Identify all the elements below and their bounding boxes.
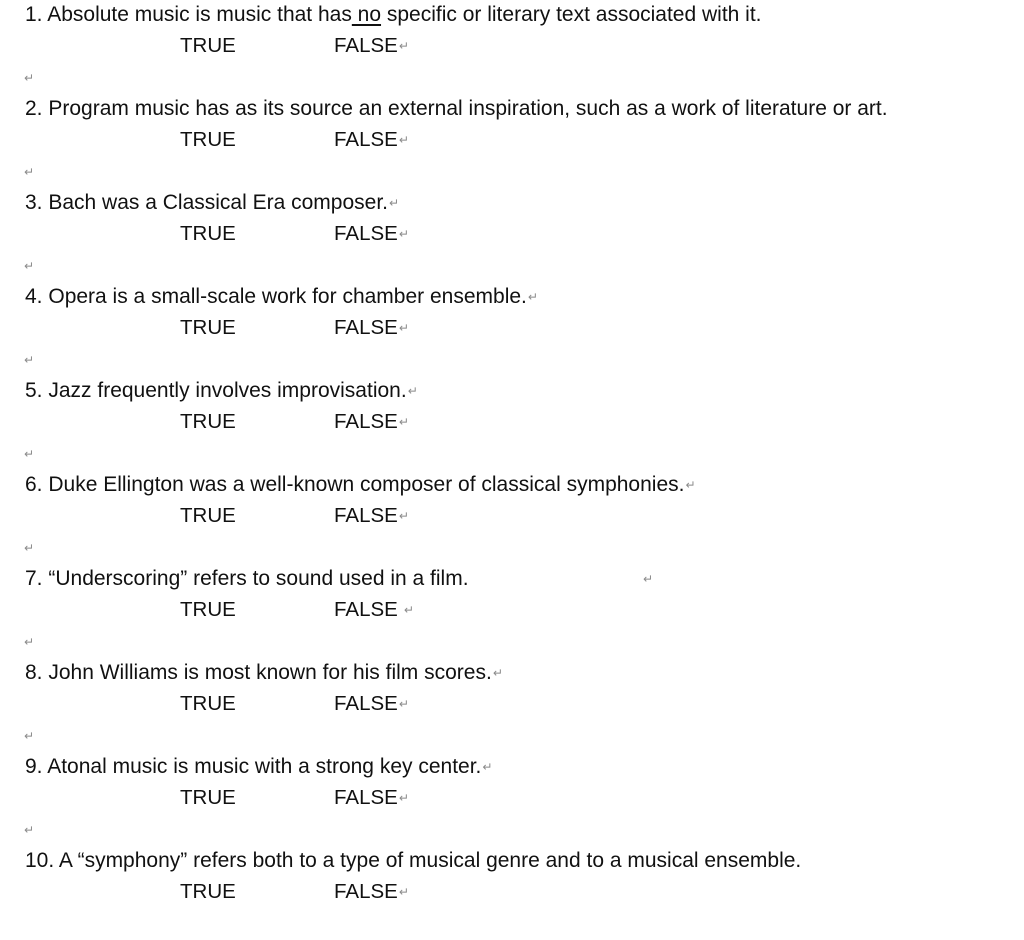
paragraph-mark-icon: ↵ (398, 791, 409, 805)
paragraph-mark-icon: ↵ (398, 133, 409, 147)
paragraph-mark-icon: ↵ (407, 384, 418, 398)
question-text: Bach was a Classical Era composer. (48, 191, 388, 214)
empty-paragraph (24, 533, 34, 563)
true-label: TRUE (180, 316, 236, 339)
empty-paragraph (24, 721, 34, 751)
true-label: TRUE (180, 410, 236, 433)
false-option[interactable] (334, 595, 414, 625)
question-number: 7. (25, 567, 43, 590)
true-option[interactable] (180, 31, 236, 61)
paragraph-mark-icon: ↵ (24, 353, 35, 367)
question-text: John Williams is most known for his film scores. (48, 661, 492, 684)
question-text: A “symphony” refers both to a type of musical genre and to a musical ensemble. (58, 849, 802, 872)
question-number: 5. (25, 379, 43, 402)
empty-paragraph (24, 439, 34, 469)
true-label: TRUE (180, 34, 236, 57)
question-2-text (25, 94, 888, 124)
true-option[interactable] (180, 783, 236, 813)
underlined-word: no (351, 3, 382, 26)
paragraph-mark-icon: ↵ (398, 509, 409, 523)
question-6-text (25, 470, 696, 500)
paragraph-mark-icon: ↵ (398, 39, 409, 53)
paragraph-mark-icon: ↵ (685, 478, 696, 492)
question-5-text (25, 376, 418, 406)
false-option[interactable] (334, 689, 409, 719)
paragraph-mark-icon: ↵ (398, 227, 409, 241)
false-label: FALSE (334, 504, 398, 527)
true-label: TRUE (180, 598, 236, 621)
false-option[interactable] (334, 407, 409, 437)
paragraph-mark-icon: ↵ (492, 666, 503, 680)
question-text: Atonal music is music with a strong key center. (47, 755, 482, 778)
false-label: FALSE (334, 410, 398, 433)
question-7-text (25, 564, 469, 594)
question-text: “Underscoring” refers to sound used in a film. (48, 567, 469, 590)
empty-paragraph (24, 815, 34, 845)
question-number: 1. (25, 3, 43, 26)
question-1 (0, 0, 1024, 94)
paragraph-mark-icon: ↵ (398, 885, 409, 899)
true-label: TRUE (180, 786, 236, 809)
true-option[interactable] (180, 219, 236, 249)
paragraph-mark-icon: ↵ (398, 697, 409, 711)
empty-paragraph (24, 63, 34, 93)
false-option[interactable] (334, 125, 409, 155)
question-number: 2. (25, 97, 43, 120)
true-label: TRUE (180, 128, 236, 151)
question-5 (0, 376, 1024, 470)
true-label: TRUE (180, 504, 236, 527)
question-text: Duke Ellington was a well-known composer of classical symphonies. (48, 473, 685, 496)
paragraph-mark-icon: ↵ (527, 290, 538, 304)
question-text-after: specific or literary text associated with it. (381, 3, 762, 26)
paragraph-mark-icon: ↵ (24, 823, 35, 837)
question-text-before: Absolute music is music that has (47, 3, 352, 26)
paragraph-mark-icon: ↵ (24, 729, 35, 743)
question-number: 3. (25, 191, 43, 214)
empty-paragraph (24, 345, 34, 375)
false-label: FALSE (334, 34, 398, 57)
question-10 (0, 846, 1024, 940)
paragraph-mark-icon: ↵ (389, 196, 400, 210)
question-text: Program music has as its source an external inspiration, such as a work of literature or art. (48, 97, 888, 120)
paragraph-mark-icon: ↵ (643, 572, 654, 586)
question-2 (0, 94, 1024, 188)
question-9-text (25, 752, 492, 782)
paragraph-mark-icon: ↵ (24, 71, 35, 85)
question-text: Jazz frequently involves improvisation. (48, 379, 407, 402)
paragraph-mark-icon: ↵ (398, 415, 409, 429)
false-option[interactable] (334, 219, 409, 249)
true-option[interactable] (180, 877, 236, 907)
true-label: TRUE (180, 880, 236, 903)
true-label: TRUE (180, 692, 236, 715)
false-option[interactable] (334, 501, 409, 531)
false-label: FALSE (334, 598, 398, 621)
question-3 (0, 188, 1024, 282)
empty-paragraph (24, 627, 34, 657)
true-option[interactable] (180, 595, 236, 625)
true-option[interactable] (180, 125, 236, 155)
question-4 (0, 282, 1024, 376)
question-3-text (25, 188, 399, 218)
paragraph-mark-icon: ↵ (24, 447, 35, 461)
false-option[interactable] (334, 877, 409, 907)
false-label: FALSE (334, 316, 398, 339)
question-8-text (25, 658, 503, 688)
question-7 (0, 564, 1024, 658)
false-label: FALSE (334, 880, 398, 903)
true-label: TRUE (180, 222, 236, 245)
true-option[interactable] (180, 501, 236, 531)
question-number: 9. (25, 755, 43, 778)
question-text: Opera is a small-scale work for chamber ensemble. (48, 285, 527, 308)
paragraph-mark-icon: ↵ (403, 603, 414, 617)
false-label: FALSE (334, 786, 398, 809)
question-10-text (25, 846, 801, 876)
question-number: 10. (25, 849, 55, 872)
question-6 (0, 470, 1024, 564)
paragraph-mark-icon: ↵ (24, 165, 35, 179)
false-label: FALSE (334, 692, 398, 715)
paragraph-mark-icon: ↵ (24, 635, 35, 649)
question-4-text (25, 282, 538, 312)
empty-paragraph (24, 251, 34, 281)
false-option[interactable] (334, 783, 409, 813)
paragraph-mark-icon: ↵ (24, 259, 35, 273)
question-9 (0, 752, 1024, 846)
true-option[interactable] (180, 689, 236, 719)
question-8 (0, 658, 1024, 752)
question-number: 8. (25, 661, 43, 684)
false-label: FALSE (334, 128, 398, 151)
false-option[interactable] (334, 313, 409, 343)
question-number: 6. (25, 473, 43, 496)
paragraph-mark-icon: ↵ (398, 321, 409, 335)
true-option[interactable] (180, 313, 236, 343)
empty-paragraph (24, 157, 34, 187)
paragraph-mark-icon: ↵ (24, 541, 35, 555)
false-label: FALSE (334, 222, 398, 245)
question-1-text (25, 0, 762, 30)
false-option[interactable] (334, 31, 409, 61)
true-option[interactable] (180, 407, 236, 437)
tab-paragraph-end (642, 564, 653, 594)
question-number: 4. (25, 285, 43, 308)
paragraph-mark-icon: ↵ (482, 760, 493, 774)
